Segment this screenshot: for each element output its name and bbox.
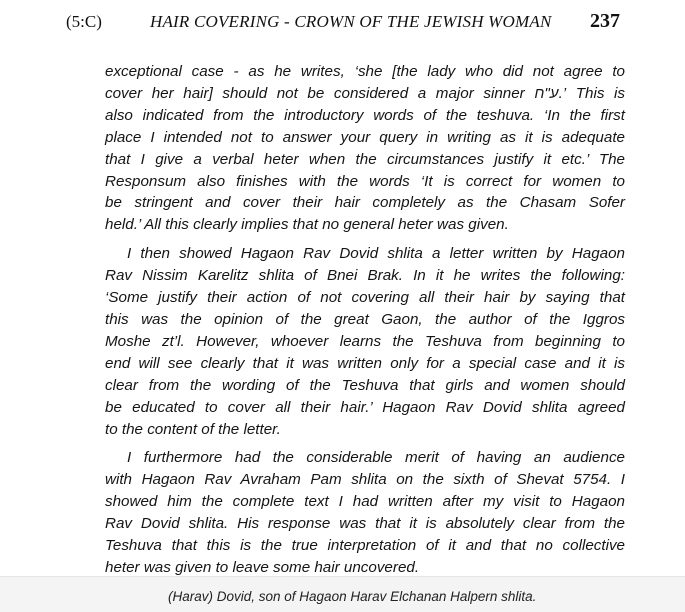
text-line: I furthermore had the considerable merit of having an audience [127,449,625,467]
text-line: with Hagaon Rav Avraham Pam shlita on the sixth of Shevat 5754. I [105,471,625,489]
text-line: Moshe zt’l. However, whoever learns the Teshuva from beginning to [105,332,625,350]
running-header [0,10,685,36]
text-line: be stringent and cover their hair completely as the Chasam Sofer [105,194,625,212]
text-line: Teshuva that this is the true interpretation of it and that no collective [105,537,625,555]
text-line: end will see clearly that it was written only for a special case and it is [105,354,625,372]
running-title: HAIR COVERING - CROWN OF THE JEWISH WOMAN [150,12,552,31]
text-line: that I give a verbal heter when the circumstances justify it etc.’ The [105,150,625,168]
text-line: cover her hair] should not be considered a major sinner ע"ח.’ This is [105,84,625,102]
text-line: I then showed Hagaon Rav Dovid shlita a letter written by Hagaon [127,245,625,263]
paragraph-3 [105,447,625,578]
image-caption: (Harav) Dovid, son of Hagaon Harav Elchanan Halpern shlita. [168,589,537,604]
text-line: this was the opinion of the great Gaon, the author of the Iggros [105,310,625,328]
text-line: heter was given to leave some hair uncovered. [105,558,420,576]
text-line: held.’ All this clearly implies that no general heter was given. [105,216,509,234]
page-number: 237 [590,10,620,32]
text-line: Responsum also finishes with the words ‘It is correct for women to [105,172,625,190]
text-line: clear from the wording of the Teshuva that girls and women should [105,376,625,394]
text-line: exceptional case - as he writes, ‘she [the lady who did not agree to [105,63,625,80]
paragraph-1 [105,61,625,236]
paragraph-2 [105,243,625,440]
caption-band [0,576,685,612]
text-line: showed him the complete text I had written after my visit to Hagaon [105,493,625,511]
text-line: be educated to cover all their hair.’ Hagaon Rav Dovid shlita agreed [105,398,625,416]
text-line: ‘Some justify their action of not covering all their hair by saying that [105,289,625,307]
text-line: also indicated from the introductory words of the teshuva. ‘In the first [105,106,625,124]
body-text [105,61,625,579]
text-line: place I intended not to answer your query in writing as it is adequate [105,128,625,146]
section-number: (5:C) [66,12,102,31]
text-line: Rav Nissim Karelitz shlita of Bnei Brak. In it he writes the following: [105,267,625,285]
text-line: to the content of the letter. [105,420,281,438]
text-line: Rav Dovid shlita. His response was that it is absolutely clear from the [105,515,625,533]
